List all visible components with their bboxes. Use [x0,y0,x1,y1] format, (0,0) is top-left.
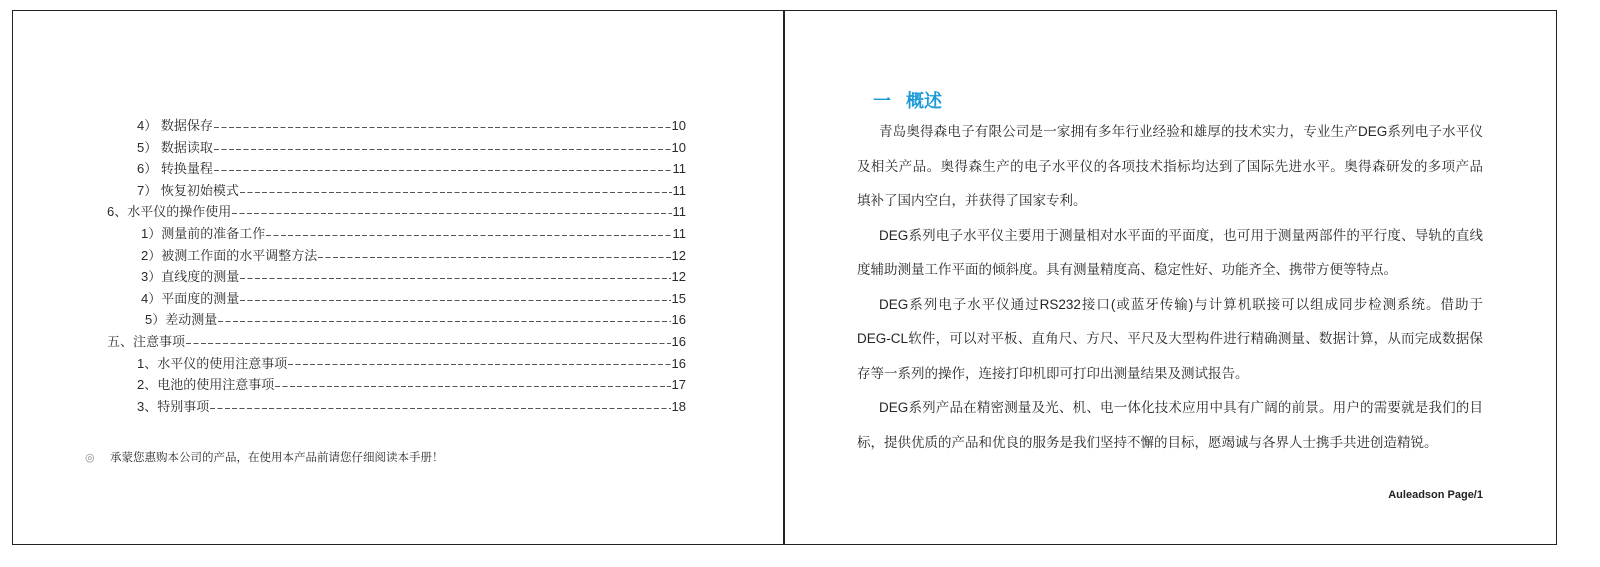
paragraph-line: DEG系列电子水平仪主要用于测量相对水平面的平面度，也可用于测量两部件的平行度、导轨的直线 [879,227,1483,243]
toc-page-number: 16 [671,312,686,328]
toc-entry-label: 2）被测工作面的水平调整方法 [141,247,318,263]
toc-entry-label: 5） 数据读取 [137,139,213,155]
toc-dot-leader [214,137,671,159]
toc-entry [0,115,686,137]
toc-entry [0,245,686,267]
toc-entry-label: 6） 转换量程 [137,161,213,177]
toc-entry [0,180,686,202]
toc-page-number: 12 [671,269,686,285]
toc-entry [0,309,686,331]
toc-dot-leader [232,201,671,223]
paragraph-line: 度辅助测量工作平面的倾斜度。具有测量精度高、稳定性好、功能齐全、携带方便等特点。 [857,262,1397,277]
paragraph-line: DEG-CL软件，可以对平板、直角尺、方尺、平尺及大型构件进行精确测量、数据计算，从而完成数据保 [857,331,1483,346]
toc-dot-leader [218,309,670,331]
paragraph [857,391,1483,460]
toc-entry-label: 3）直线度的测量 [141,269,240,285]
toc-page-number: 10 [671,118,686,133]
toc-dot-leader [288,353,670,375]
toc-section-label: 6、水平仪的操作使用 [107,204,232,220]
toc-page-number: 11 [672,225,686,241]
toc-page-number: 15 [671,290,686,306]
paragraph-line: 标，提供优质的产品和优良的服务是我们坚持不懈的目标，愿竭诚与各界人士携手共进创造精锐。 [857,434,1438,450]
page-divider [783,10,785,545]
toc-dot-leader [240,180,672,202]
paragraph [857,115,1483,219]
section-heading [873,89,942,113]
toc-page-number: 16 [671,333,686,349]
toc-page-number: 16 [671,355,686,371]
toc-entry-label: 4）平面度的测量 [141,290,240,306]
toc-dot-leader [318,245,670,267]
overview-body [857,115,1483,460]
paragraph-line: 青岛奥得森电子有限公司是一家拥有多年行业经验和雄厚的技术实力，专业生产DEG系列电子水平仪 [879,124,1483,139]
toc-section-entry [0,201,686,223]
toc-page-number: 18 [671,398,686,414]
toc-entry-label: 3、特别事项 [137,398,210,414]
toc-entry-label: 7） 恢复初始模式 [137,182,239,198]
toc-page-number: 11 [672,182,686,198]
toc-page-number: 10 [671,139,686,155]
toc-page-number: 11 [672,161,686,177]
toc-entry [0,158,686,180]
toc-entry [0,137,686,159]
toc-entry-label: 1、水平仪的使用注意事项 [137,355,288,371]
section-number: 一 [873,91,891,111]
toc-dot-leader [210,396,670,418]
reading-notice-text: 承蒙您惠购本公司的产品，在使用本产品前请您仔细阅读本手册！ [110,452,444,464]
toc-dot-leader [240,288,670,310]
toc-entry [0,353,686,375]
paragraph-line: 及相关产品。奥得森生产的电子水平仪的各项技术指标均达到了国际先进水平。奥得森研发的多项产品 [857,158,1483,174]
page-footer: Auleadson Page/1 [1388,489,1483,501]
toc-entry-label: 4） 数据保存 [137,118,213,133]
paragraph-line: DEG系列产品在精密测量及光、机、电一体化技术应用中具有广阔的前景。用户的需要就是我们的目 [879,400,1483,415]
table-of-contents [0,115,686,417]
toc-entry [0,223,686,245]
toc-entry [0,396,686,418]
toc-entry-label: 5）差动测量 [145,312,218,328]
toc-section-entry [0,331,686,353]
section-title: 概述 [906,91,942,111]
toc-entry [0,288,686,310]
toc-page-number: 11 [672,204,686,220]
toc-page-number: 12 [671,247,686,263]
toc-dot-leader [266,223,671,245]
toc-dot-leader [186,331,671,353]
toc-entry-label: 1）测量前的准备工作 [141,225,266,241]
toc-entry-label: 2、电池的使用注意事项 [137,377,275,393]
paragraph-line: 填补了国内空白，并获得了国家专利。 [857,193,1087,208]
paragraph-line: 存等一系列的操作，连接打印机即可打印出测量结果及测试报告。 [857,365,1249,381]
toc-dot-leader [214,115,671,137]
toc-page-number: 17 [671,377,686,393]
toc-entry [0,266,686,288]
toc-section-label: 五、注意事项 [107,333,186,349]
toc-dot-leader [275,374,670,396]
paragraph [857,219,1483,288]
toc-dot-leader [240,266,670,288]
toc-dot-leader [214,158,672,180]
toc-entry [0,374,686,396]
paragraph [857,288,1483,392]
paragraph-line: DEG系列电子水平仪通过RS232接口(或蓝牙传输)与计算机联接可以组成同步检测系统。借助于 [879,296,1483,312]
bullseye-icon: ◎ [85,452,95,464]
reading-notice [85,449,444,467]
